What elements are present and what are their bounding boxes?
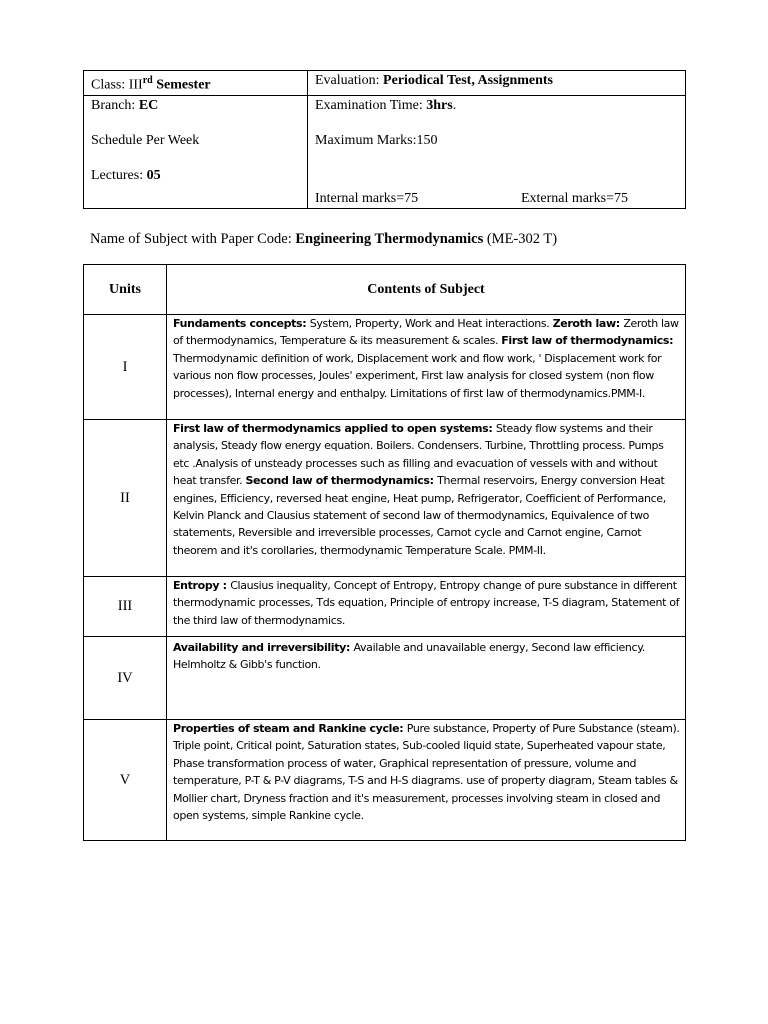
topic-heading: Zeroth law: (552, 317, 624, 330)
topic-heading: Second law of thermodynamics: (245, 474, 438, 488)
branch-schedule-cell (84, 95, 308, 208)
lectures-value: 05 (146, 167, 161, 183)
topic-text: Thermodynamic definition of work, Displacement work and flow work, ' Displacement work for various non flow processes, Joules' experiment, First law analysis for closed system (non flow processes), Internal energy and enthalpy. Limitations of first law of thermodynamics.PMM-I. (173, 351, 662, 400)
topic-text: Thermal reservoirs, Energy conversion Heat engines, Efficiency, reversed heat engine, Heat pump, Refrigerator, Coefficient of Performance, Kelvin Planck and Clausius statement of second law of thermodynamics, Equivalence of two statements, Reversible and irreversible processes, Carnot cycle and Carnot engine, Carnot theorem and it's corollaries, thermodynamic Temperature Scale. PMM-II. (173, 474, 666, 557)
branch-line (91, 97, 300, 114)
topic-heading: Fundaments concepts: (173, 317, 310, 330)
units-header: Units (84, 265, 167, 315)
contents-header: Contents of Subject (167, 265, 686, 315)
unit-number: II (84, 420, 167, 577)
topic-text: Zeroth law of thermodynamics, Temperature & its measurement & scales. (173, 317, 679, 348)
class-label: Class: III (91, 77, 143, 93)
topic-text: Clausius inequality, Concept of Entropy, Entropy change of pure substance in different thermodynamic processes, Tds equation, Principle of entropy increase, T-S diagram, Statement of the third law of thermodynamics. (173, 579, 680, 627)
exam-time-line (315, 97, 678, 114)
branch-value: EC (138, 97, 159, 113)
syllabus-header-row (84, 265, 686, 315)
syllabus-row (84, 420, 686, 577)
topic-heading: First law of thermodynamics applied to open systems: (173, 422, 496, 435)
unit-contents (167, 637, 686, 720)
branch-label: Branch: (91, 97, 139, 113)
topic-text: Available and unavailable energy, Second law efficiency. Helmholtz & Gibb's function. (173, 641, 645, 672)
exam-time-label: Examination Time: (315, 97, 427, 113)
class-cell (84, 71, 308, 96)
syllabus-table (83, 264, 686, 841)
topic-heading: First law of thermodynamics: (501, 334, 674, 348)
evaluation-cell (308, 71, 686, 96)
unit-contents (167, 315, 686, 420)
marks-line (315, 190, 678, 207)
class-value: Semester (156, 77, 211, 93)
topic-heading: Availability and irreversibility: (173, 641, 354, 654)
internal-marks: Internal marks=75 (315, 190, 419, 206)
evaluation-label: Evaluation: (315, 73, 384, 88)
exam-cell (308, 95, 686, 208)
max-marks-line: Maximum Marks:150 (315, 132, 438, 148)
class-superscript: rd (142, 75, 153, 86)
syllabus-row (84, 637, 686, 720)
subject-line (90, 231, 557, 248)
subject-name: Engineering Thermodynamics (295, 231, 484, 247)
course-info-table (83, 70, 686, 209)
unit-contents (167, 420, 686, 577)
subject-code: (ME-302 T) (483, 231, 558, 247)
syllabus-row (84, 720, 686, 841)
topic-text: Pure substance, Property of Pure Substance (steam). Triple point, Critical point, Saturation states, Sub-cooled liquid state, Superheated vapour state, Phase transformation process of water, Graphical representation of pressure, volume and temperature, P-T & P-V diagrams, T-S and H-S diagrams. use of property diagram, Steam tables & Mollier chart, Dryness fraction and it's measurement, processes involving steam in closed and open systems, simple Rankine cycle. (173, 722, 680, 823)
exam-time-suffix: . (452, 97, 457, 113)
subject-prefix: Name of Subject with Paper Code: (90, 231, 296, 247)
schedule-line: Schedule Per Week (91, 132, 200, 148)
topic-text: Steady flow systems and their analysis, Steady flow energy equation. Boilers. Condensers. Turbine, Throttling process. Pumps etc .Analysis of unsteady processes such as filling and evacuation of vessels with and without heat transfer. (173, 422, 664, 488)
unit-contents (167, 720, 686, 841)
topic-heading: Entropy : (173, 579, 231, 592)
evaluation-value: Periodical Test, Assignments (383, 73, 554, 88)
exam-time-value: 3hrs (426, 97, 453, 113)
external-marks: External marks=75 (520, 190, 628, 206)
unit-number: V (84, 720, 167, 841)
topic-text: System, Property, Work and Heat interactions. (309, 317, 553, 330)
unit-number: I (84, 315, 167, 420)
unit-contents (167, 577, 686, 637)
syllabus-row (84, 315, 686, 420)
syllabus-row (84, 577, 686, 637)
unit-number: IV (84, 637, 167, 720)
lectures-label: Lectures: (91, 167, 147, 183)
unit-number: III (84, 577, 167, 637)
topic-heading: Properties of steam and Rankine cycle: (173, 722, 407, 735)
lectures-line (91, 167, 300, 184)
